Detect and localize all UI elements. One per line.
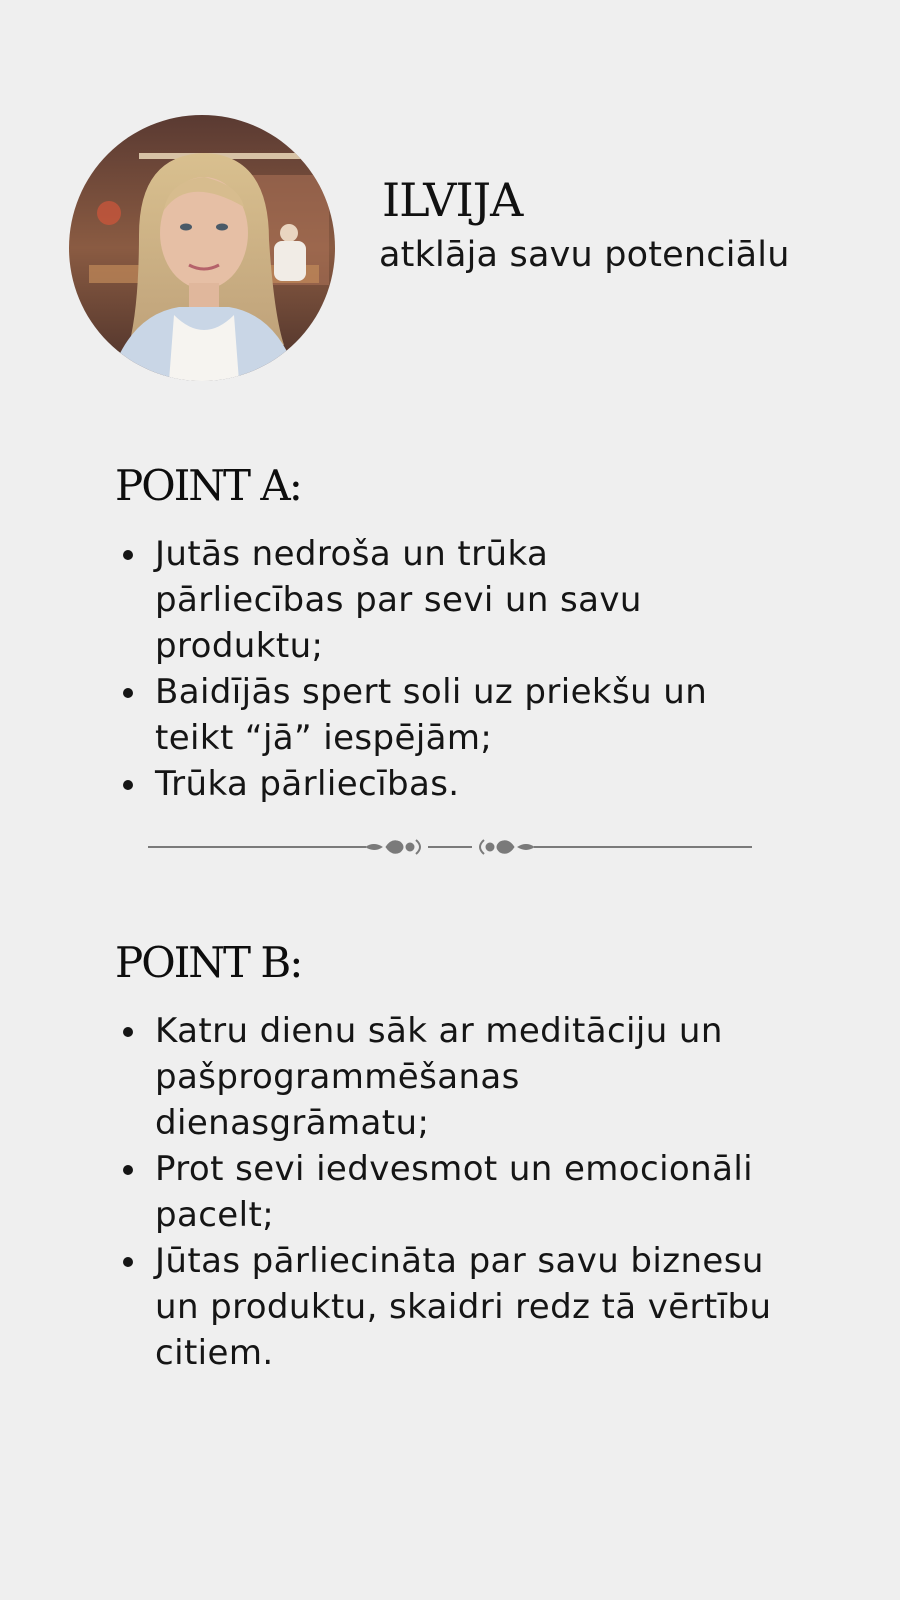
point-b-title: POINT B: <box>115 938 302 987</box>
list-item: Katru dienu sāk ar meditāciju un pašprogrammēšanas dienasgrāmatu; <box>155 1008 870 1146</box>
person-subtitle: atklāja savu potenciālu <box>379 235 790 275</box>
person-name: ILVIJA <box>382 173 523 227</box>
list-item: Jutās nedroša un trūka pārliecības par sevi un savu produktu; <box>155 531 855 669</box>
portrait-photo <box>69 115 335 381</box>
ornamental-divider <box>148 834 752 860</box>
list-item: Baidījās spert soli uz priekšu un teikt “jā” iespējām; <box>155 669 855 761</box>
list-item: Jūtas pārliecināta par savu biznesu un produktu, skaidri redz tā vērtību citiem. <box>155 1238 870 1376</box>
point-a-title: POINT A: <box>115 461 301 510</box>
list-item: Trūka pārliecības. <box>155 761 855 807</box>
point-b-list <box>155 1008 870 1376</box>
point-a-list <box>155 531 855 807</box>
avatar <box>69 115 335 381</box>
list-item: Prot sevi iedvesmot un emocionāli pacelt; <box>155 1146 870 1238</box>
